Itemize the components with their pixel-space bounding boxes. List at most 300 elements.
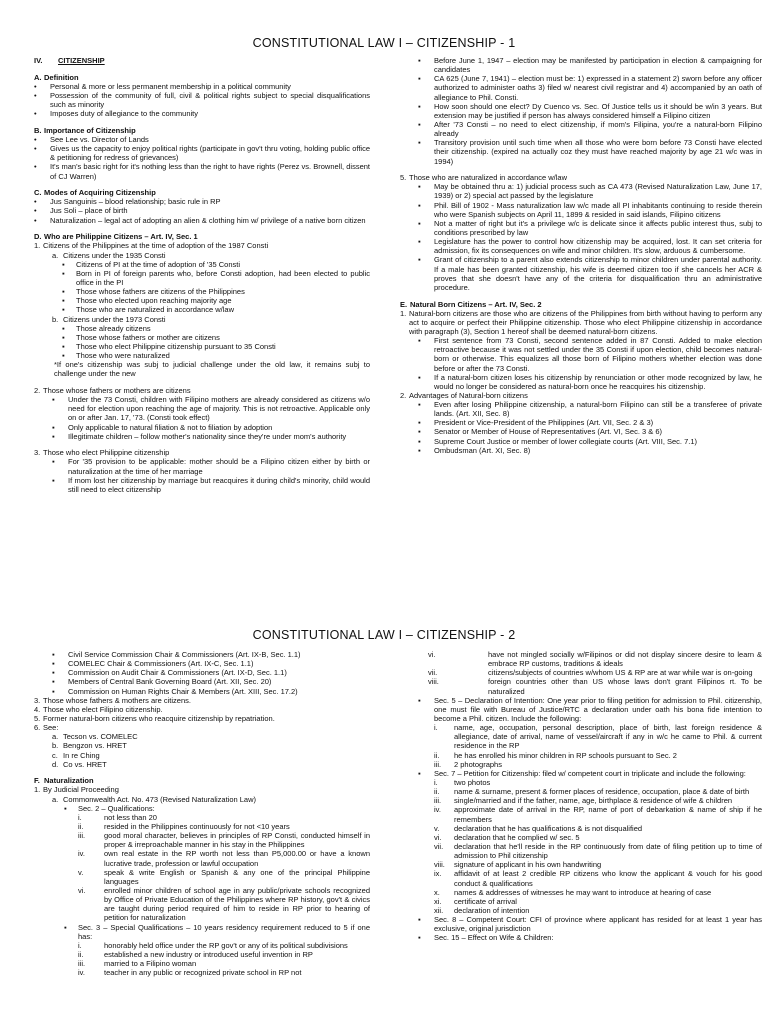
list-marker: xii. bbox=[434, 905, 444, 915]
outline-item bbox=[34, 785, 370, 794]
item-text: Importance of Citizenship bbox=[44, 125, 136, 135]
list-marker: ▪ bbox=[418, 400, 421, 410]
list-marker: ▪ bbox=[418, 119, 421, 129]
item-text: COMELEC Chair & Commissioners (Art. IX-C, Sec. 1.1) bbox=[68, 659, 254, 669]
outline-item bbox=[400, 373, 762, 391]
outline-item bbox=[34, 741, 370, 750]
outline-item bbox=[34, 659, 370, 668]
list-marker: • bbox=[34, 81, 37, 91]
outline-item bbox=[34, 269, 370, 287]
item-text: Jus Sanguinis – blood relationship; basic rule in RP bbox=[50, 197, 221, 207]
outline-item bbox=[34, 324, 370, 333]
outline-item bbox=[400, 391, 762, 400]
list-marker: ▪ bbox=[418, 915, 421, 925]
item-text: Those who elect Filipino citizenship. bbox=[43, 704, 163, 714]
item-text: own real estate in the RP worth not less than P5,000.00 or have a known lucrative trade, profession or lawful occupation bbox=[104, 849, 370, 868]
item-text: signature of applicant in his own handwriting bbox=[454, 860, 602, 870]
item-text: Those already citizens bbox=[76, 323, 151, 333]
list-marker: ▪ bbox=[52, 677, 55, 687]
outline-item bbox=[34, 959, 370, 968]
item-text: declaration that he has qualifications & is not disqualified bbox=[454, 823, 643, 833]
item-text: Modes of Acquiring Citizenship bbox=[44, 188, 156, 198]
item-text: Sec. 15 – Effect on Wife & Children: bbox=[434, 933, 554, 943]
list-marker: ▪ bbox=[62, 287, 65, 297]
outline-item bbox=[34, 241, 370, 250]
list-marker: 2. bbox=[400, 390, 407, 400]
outline-item bbox=[400, 888, 762, 897]
item-text: Born in PI of foreign parents who, before Consti adoption, had been elected to public office in the PI bbox=[76, 268, 370, 287]
item-text: Citizens of the Philippines at the time of adoption of the 1987 Consti bbox=[43, 241, 269, 251]
outline-item bbox=[34, 813, 370, 822]
item-text: names & addresses of witnesses he may want to introduce at hearing of case bbox=[454, 887, 712, 897]
list-marker: d. bbox=[52, 759, 59, 769]
list-marker: ▪ bbox=[418, 138, 421, 148]
list-marker: ▪ bbox=[418, 237, 421, 247]
right-column bbox=[400, 650, 762, 943]
list-marker: c. bbox=[52, 750, 58, 760]
item-text: Commission on Audit Chair & Commissioners (Art. IX-D, Sec. 1.1) bbox=[68, 668, 287, 678]
list-marker: ▪ bbox=[418, 218, 421, 228]
item-text: Imposes duty of allegiance to the community bbox=[50, 109, 198, 119]
list-marker: 5. bbox=[34, 713, 41, 723]
outline-item bbox=[34, 696, 370, 705]
outline-item bbox=[34, 144, 370, 162]
item-text: If mom lost her citizenship by marriage but reacquires it during child's minority, child would still need to elect citizenship bbox=[68, 475, 370, 494]
item-text: Definition bbox=[44, 72, 79, 82]
item-text: have not mingled socially w/Filipinos or did not display sincere desire to learn & embrace RP customs, traditions & ideals bbox=[488, 650, 762, 669]
list-marker: ▪ bbox=[418, 336, 421, 346]
item-text: Commonwealth Act. No. 473 (Revised Naturalization Law) bbox=[63, 794, 257, 804]
outline-item bbox=[34, 448, 370, 457]
list-marker: ▪ bbox=[62, 351, 65, 361]
outline-item bbox=[400, 56, 762, 74]
outline-item bbox=[400, 336, 762, 373]
item-text: Those whose fathers or mother are citizens bbox=[76, 332, 220, 342]
section-heading bbox=[34, 232, 370, 241]
outline-item bbox=[34, 423, 370, 432]
list-marker: a. bbox=[52, 732, 59, 742]
item-text: Those whose fathers or mothers are citizens bbox=[43, 386, 191, 395]
spacer bbox=[400, 292, 762, 300]
outline-item bbox=[400, 446, 762, 455]
list-marker: ▪ bbox=[52, 650, 55, 659]
list-marker: ▪ bbox=[418, 418, 421, 428]
document-page-2 bbox=[0, 618, 768, 1024]
item-text: Possession of the community of full, civil & political rights subject to special disqualifications such as minority bbox=[50, 90, 370, 110]
outline-item bbox=[400, 173, 762, 182]
outline-item bbox=[34, 251, 370, 260]
list-marker: ▪ bbox=[418, 255, 421, 265]
list-marker: ▪ bbox=[418, 695, 421, 705]
outline-item bbox=[34, 162, 370, 180]
list-marker: ▪ bbox=[418, 200, 421, 210]
spacer bbox=[400, 166, 762, 174]
item-text: Those whose fathers & mothers are citizens. bbox=[43, 695, 191, 705]
list-marker: • bbox=[34, 162, 37, 172]
outline-item bbox=[400, 120, 762, 138]
list-marker: ▪ bbox=[418, 56, 421, 65]
list-marker: ▪ bbox=[62, 296, 65, 306]
list-marker: iii. bbox=[434, 759, 442, 769]
item-text: CITIZENSHIP bbox=[58, 56, 105, 65]
left-column bbox=[34, 56, 370, 494]
page-title: CONSTITUTIONAL LAW I – CITIZENSHIP - 1 bbox=[252, 36, 516, 50]
list-marker: ii. bbox=[78, 822, 84, 832]
outline-item bbox=[34, 109, 370, 118]
outline-item bbox=[34, 457, 370, 475]
outline-item bbox=[34, 668, 370, 677]
item-text: two photos bbox=[454, 777, 491, 787]
outline-item bbox=[34, 760, 370, 769]
item-text: Citizens under the 1935 Consti bbox=[63, 250, 166, 260]
list-marker: F. bbox=[34, 776, 40, 786]
outline-item bbox=[34, 650, 370, 659]
item-text: Those who are naturalized in accordance w/law bbox=[76, 305, 235, 315]
item-text: established a new industry or introduced useful invention in RP bbox=[104, 950, 313, 959]
list-marker: iv. bbox=[78, 849, 85, 859]
outline-item bbox=[400, 696, 762, 723]
item-text: Before June 1, 1947 – election may be manifested by participation in election & campaigning for candidates bbox=[434, 56, 762, 75]
item-text: foreign countries other than US whose laws don't grant Filipinos rt. To be naturalized bbox=[488, 677, 762, 696]
list-marker: vii. bbox=[428, 668, 438, 678]
outline-item bbox=[34, 968, 370, 977]
item-text: 2 photographs bbox=[454, 759, 502, 769]
list-marker: IV. bbox=[34, 56, 43, 65]
list-marker: ▪ bbox=[64, 803, 67, 813]
outline-item bbox=[400, 869, 762, 887]
list-marker: a. bbox=[52, 250, 59, 260]
item-text: For '35 provision to be applicable: mother should be a Filipino citizen either by birth or naturalization at the time of her marriage bbox=[68, 457, 370, 476]
item-text: declaration that he complied w/ sec. 5 bbox=[454, 832, 580, 842]
item-text: Those who elect Philippine citizenship pursuant to 35 Consti bbox=[76, 341, 276, 351]
item-text: Co vs. HRET bbox=[63, 759, 107, 769]
outline-item bbox=[34, 296, 370, 305]
item-text: approximate date of arrival in the RP, name of port of debarkation & name of ship if he remembers bbox=[454, 805, 762, 824]
list-marker: ▪ bbox=[62, 259, 65, 269]
outline-item bbox=[400, 860, 762, 869]
item-text: not less than 20 bbox=[104, 812, 157, 822]
outline-item bbox=[34, 287, 370, 296]
list-marker: b. bbox=[52, 741, 59, 751]
list-marker: 2. bbox=[34, 386, 41, 395]
item-text: Those who are naturalized in accordance w/law bbox=[409, 173, 568, 183]
item-text: Ombudsman (Art. XI, Sec. 8) bbox=[434, 445, 531, 455]
item-text: In re Ching bbox=[63, 750, 100, 760]
outline-item bbox=[34, 216, 370, 225]
left-column bbox=[34, 650, 370, 977]
item-text: affidavit of at least 2 credible RP citizens who know the applicant & vouch for his good conduct & qualifications bbox=[454, 869, 762, 888]
item-text: Bengzon vs. HRET bbox=[63, 741, 127, 751]
item-text: Supreme Court Justice or member of lower collegiate courts (Art. VIII, Sec. 7.1) bbox=[434, 436, 698, 446]
list-marker: ▪ bbox=[52, 457, 55, 467]
list-marker: iv. bbox=[434, 805, 441, 815]
list-marker: v. bbox=[434, 823, 440, 833]
item-text: If a natural-born citizen loses his citizenship by renunciation or other mode recognized by law, he would no longer be considered as natural-born once he reacquires his citizenship. bbox=[434, 372, 762, 391]
list-marker: vii. bbox=[434, 841, 444, 851]
list-marker: ▪ bbox=[418, 436, 421, 446]
outline-item bbox=[34, 831, 370, 849]
item-text: certificate of arrival bbox=[454, 896, 517, 906]
outline-item bbox=[400, 933, 762, 942]
outline-item bbox=[34, 135, 370, 144]
item-text: Grant of citizenship to a parent also extends citizenship to minor children under parental authority. If a male has been granted citizenship, his wife is deemed citizen too if she cancels her ACR & proves that she doesn't have any of the criteria for disqualification thru an administrative procedure. bbox=[434, 255, 762, 292]
list-marker: ii. bbox=[78, 950, 84, 959]
item-text: Those who elect Philippine citizenship bbox=[43, 448, 170, 458]
item-text: Sec. 5 – Declaration of Intention: One year prior to filing petition for admission to Phil. citizenship, one must file with Bureau of Justice/RTC a declaration under oath his bona fide intention to become a Phil. citizen. Include the following: bbox=[434, 695, 762, 723]
outline-item bbox=[400, 769, 762, 778]
list-marker: iii. bbox=[78, 831, 86, 841]
item-text: It's man's basic right for it's nothing less than the right to have rights (Perez vs. Brownell, dissent of CJ Warren) bbox=[50, 162, 370, 181]
item-text: Naturalization – legal act of adopting an alien & clothing him w/ privilege of a native born citizen bbox=[50, 215, 366, 225]
list-marker: • bbox=[34, 134, 37, 144]
item-text: he has enrolled his minor children in RP schools pursuant to Sec. 2 bbox=[454, 750, 677, 760]
list-marker: ▪ bbox=[64, 922, 67, 932]
outline-item bbox=[400, 427, 762, 436]
spacer bbox=[34, 441, 370, 449]
list-marker: D. bbox=[34, 232, 42, 242]
list-marker: • bbox=[34, 109, 37, 119]
list-marker: • bbox=[34, 197, 37, 207]
list-marker: xi. bbox=[434, 896, 442, 906]
item-text: After '73 Consti – no need to elect citizenship, if mom's Filipina, you're a natural-born Filipino already bbox=[434, 119, 762, 139]
outline-item bbox=[400, 182, 762, 200]
list-marker: iii. bbox=[78, 959, 86, 969]
outline-item bbox=[34, 751, 370, 760]
outline-item bbox=[34, 941, 370, 950]
list-marker: • bbox=[34, 206, 37, 216]
list-marker: • bbox=[34, 215, 37, 225]
item-text: Sec. 8 – Competent Court: CFI of province where applicant has resided for at least 1 year has exclusive, original jurisdiction bbox=[434, 915, 762, 934]
outline-item bbox=[400, 418, 762, 427]
outline-item bbox=[34, 886, 370, 923]
list-marker: ▪ bbox=[418, 74, 421, 84]
item-text: Natural Born Citizens – Art. IV, Sec. 2 bbox=[410, 299, 542, 309]
outline-item bbox=[34, 91, 370, 109]
item-text: declaration of intention bbox=[454, 905, 530, 915]
spacer bbox=[34, 379, 370, 387]
outline-item bbox=[400, 102, 762, 120]
item-text: President or Vice-President of the Philippines (Art. VII, Sec. 2 & 3) bbox=[434, 418, 654, 428]
list-marker: i. bbox=[78, 812, 82, 822]
list-marker: ▪ bbox=[62, 305, 65, 315]
list-marker: viii. bbox=[428, 677, 439, 687]
section-heading bbox=[400, 300, 762, 309]
list-marker: i. bbox=[78, 940, 82, 950]
list-marker: ▪ bbox=[62, 332, 65, 342]
item-text: Sec. 3 – Special Qualifications – 10 years residency requirement reduced to 5 if one has: bbox=[78, 922, 370, 941]
item-text: enrolled minor children of school age in any public/private schools recognized by Office of Private Education of the Philippines where RP history, gov't & civics are taught during period required of him to reside in RP prior to hearing of petition for naturalization bbox=[104, 886, 370, 923]
list-marker: ▪ bbox=[52, 475, 55, 485]
section-heading bbox=[34, 188, 370, 197]
outline-item bbox=[34, 360, 370, 378]
outline-item bbox=[400, 74, 762, 101]
outline-item bbox=[34, 868, 370, 886]
item-text: By Judicial Proceeding bbox=[43, 785, 119, 795]
list-marker: ii. bbox=[434, 750, 440, 760]
item-text: Only applicable to natural filiation & not to filiation by adoption bbox=[68, 422, 273, 432]
outline-item bbox=[400, 400, 762, 418]
item-text: Former natural-born citizens who reacquire citizenship by repatriation. bbox=[43, 713, 275, 723]
outline-item bbox=[34, 714, 370, 723]
item-text: resided in the Philippines continuously for not <10 years bbox=[104, 822, 290, 832]
item-text: citizens/subjects of countries w/whom US & RP are at war while war is on-going bbox=[488, 668, 753, 678]
outline-item bbox=[34, 342, 370, 351]
item-text: single/married and if the father, name, age, birthplace & residence of wife & children bbox=[454, 796, 733, 806]
list-marker: • bbox=[34, 90, 37, 100]
item-text: Sec. 7 – Petition for Citizenship: filed w/ competent court in triplicate and include the following: bbox=[434, 768, 746, 778]
outline-item bbox=[34, 197, 370, 206]
item-text: First sentence from 73 Consti, second sentence added in 87 Consti. Added to make election retroactive because it was not settled under the 35 Consti if upon election, child becomes natural-born or otherwise. This equalizes all those born of Filipino mothers whether election was done before or after the 73 Consti. bbox=[434, 336, 762, 373]
item-text: Members of Central Bank Governing Board (Art. XII, Sec. 20) bbox=[68, 677, 272, 687]
item-text: Senator or Member of House of Representatives (Art. VI, Sec. 3 & 6) bbox=[434, 427, 663, 437]
list-marker: 6. bbox=[34, 723, 41, 733]
list-marker: ▪ bbox=[418, 445, 421, 455]
item-text: Not a matter of right but it's a privilege w/c is delicate since it affects public interest thus, subj to conditions prescribed by law bbox=[434, 218, 762, 238]
outline-item bbox=[400, 677, 762, 695]
outline-item bbox=[400, 237, 762, 255]
outline-item bbox=[34, 795, 370, 804]
list-marker: ▪ bbox=[52, 431, 55, 441]
list-marker: ▪ bbox=[418, 768, 421, 778]
section-heading bbox=[34, 56, 370, 65]
outline-item bbox=[34, 849, 370, 867]
item-text: Even after losing Philippine citizenship, a natural-born Filipino can still be a transferee of private lands. (Art. XII, Sec. 8) bbox=[434, 400, 762, 419]
outline-item bbox=[34, 476, 370, 494]
list-marker: 3. bbox=[34, 448, 41, 458]
list-marker: vi. bbox=[434, 832, 442, 842]
outline-item bbox=[34, 315, 370, 324]
outline-item bbox=[400, 842, 762, 860]
list-marker: b. bbox=[52, 314, 59, 324]
outline-item bbox=[400, 255, 762, 292]
page-title: CONSTITUTIONAL LAW I – CITIZENSHIP - 2 bbox=[252, 628, 516, 642]
section-heading bbox=[34, 73, 370, 82]
list-marker: ix. bbox=[434, 869, 442, 879]
outline-item bbox=[34, 386, 370, 395]
outline-item bbox=[400, 906, 762, 915]
spacer bbox=[34, 225, 370, 233]
outline-item bbox=[34, 723, 370, 732]
item-text: teacher in any public or recognized private school in RP not bbox=[104, 968, 302, 978]
outline-item bbox=[400, 897, 762, 906]
outline-item bbox=[34, 687, 370, 696]
section-heading bbox=[34, 776, 370, 785]
outline-item bbox=[400, 723, 762, 750]
outline-item bbox=[400, 787, 762, 796]
item-text: name & surname, present & former places of residence, occupation, place & date of birth bbox=[454, 787, 750, 797]
outline-item bbox=[34, 804, 370, 813]
list-marker: ▪ bbox=[52, 422, 55, 432]
item-text: Gives us the capacity to enjoy political rights (participate in gov't thru voting, holding public office & petitioning for redress of grievances) bbox=[50, 144, 370, 163]
list-marker: ▪ bbox=[418, 933, 421, 943]
section-heading bbox=[34, 126, 370, 135]
list-marker: 5. bbox=[400, 173, 407, 183]
spacer bbox=[34, 65, 370, 73]
outline-item bbox=[400, 201, 762, 219]
list-marker: ii. bbox=[434, 787, 440, 797]
outline-item bbox=[34, 923, 370, 941]
outline-item bbox=[400, 915, 762, 933]
outline-item bbox=[400, 437, 762, 446]
item-text: Advantages of Natural-born citizens bbox=[409, 390, 528, 400]
item-text: Illegitimate children – follow mother's nationality since they're under mom's authority bbox=[68, 431, 347, 441]
item-text: See Lee vs. Director of Lands bbox=[50, 134, 149, 144]
outline-item bbox=[34, 82, 370, 91]
list-marker: 3. bbox=[34, 695, 41, 705]
outline-item bbox=[34, 822, 370, 831]
list-marker: E. bbox=[400, 299, 408, 309]
list-marker: a. bbox=[52, 794, 59, 804]
right-column bbox=[400, 56, 762, 455]
item-text: Transitory provision until such time when all those who were born before 73 Consti have elected their citizenship. (expired na actually coz they must have reached majority by age 21 w/c was in 1994) bbox=[434, 138, 762, 166]
list-marker: ▪ bbox=[52, 659, 55, 669]
list-marker: vi. bbox=[428, 650, 436, 659]
item-text: Those whose fathers are citizens of the Philippines bbox=[76, 287, 245, 297]
item-text: *If one's citizenship was subj to judicial challenge under the old law, it remains subj to challenge under the new bbox=[54, 360, 370, 379]
item-text: honorably held office under the RP gov't or any of its political subdivisions bbox=[104, 940, 348, 950]
item-text: Jus Soli – place of birth bbox=[50, 206, 128, 216]
item-text: name, age, occupation, personal description, place of birth, last foreign residence & allegiance, date of arrival, name of vessel/aircraft if any in w/c he came to Phil. & current residence in the RP bbox=[454, 723, 762, 751]
list-marker: ▪ bbox=[62, 268, 65, 278]
outline-item bbox=[400, 650, 762, 668]
outline-item bbox=[34, 677, 370, 686]
list-marker: 1. bbox=[400, 308, 407, 318]
outline-item bbox=[400, 219, 762, 237]
outline-item bbox=[34, 333, 370, 342]
outline-item bbox=[400, 138, 762, 165]
outline-item bbox=[400, 824, 762, 833]
outline-item bbox=[400, 760, 762, 769]
item-text: CA 625 (June 7, 1941) – election must be: 1) expressed in a statement 2) sworn before any officer authorized to administer oaths 3) filed w/ nearest civil registrar and 4) accompanied by an oath of allegiance to Phil. Consti. bbox=[434, 74, 762, 102]
item-text: Under the 73 Consti, children with Filipino mothers are already considered as citizens w/o need for election upon reaching the age of majority. This is not retroactive. Applicable only on or after Jan. 17, '73. (Consti took effect) bbox=[68, 395, 370, 423]
list-marker: viii. bbox=[434, 860, 445, 870]
list-marker: ▪ bbox=[418, 372, 421, 382]
item-text: Commission on Human Rights Chair & Members (Art. XIII, Sec. 17.2) bbox=[68, 686, 298, 696]
item-text: Personal & more or less permanent membership in a political community bbox=[50, 81, 291, 91]
list-marker: ▪ bbox=[62, 323, 65, 333]
spacer bbox=[34, 769, 370, 777]
item-text: Tecson vs. COMELEC bbox=[63, 732, 138, 742]
outline-item bbox=[34, 705, 370, 714]
list-marker: i. bbox=[434, 777, 438, 787]
list-marker: ▪ bbox=[418, 182, 421, 192]
list-marker: ▪ bbox=[418, 427, 421, 437]
list-marker: v. bbox=[78, 867, 84, 877]
item-text: See: bbox=[43, 723, 59, 733]
list-marker: vi. bbox=[78, 886, 86, 896]
item-text: Civil Service Commission Chair & Commissioners (Art. IX-B, Sec. 1.1) bbox=[68, 650, 301, 659]
list-marker: C. bbox=[34, 188, 42, 198]
outline-item bbox=[34, 260, 370, 269]
outline-item bbox=[400, 668, 762, 677]
item-text: Phil. Bill of 1902 - Mass naturalization law w/c made all PI inhabitants continuing to reside therein who were Spanish subjects on April 11, 1899 & resided in said islands, Filipino citizens bbox=[434, 200, 762, 219]
list-marker: 1. bbox=[34, 785, 41, 795]
list-marker: iii. bbox=[434, 796, 442, 806]
item-text: Who are Philippine Citizens – Art. IV, Sec. 1 bbox=[44, 232, 198, 242]
item-text: speak & write English or Spanish & any one of the principal Philippine languages bbox=[104, 867, 370, 886]
item-text: How soon should one elect? Dy Cuenco vs. Sec. Of Justice tells us it should be w/in 3 years. But extension may be justified if person has always considered himself a Filipino citizen bbox=[434, 101, 762, 120]
list-marker: B. bbox=[34, 125, 42, 135]
list-marker: ▪ bbox=[52, 395, 55, 405]
outline-item bbox=[34, 351, 370, 360]
outline-item bbox=[400, 833, 762, 842]
item-text: Citizens of PI at the time of adoption of '35 Consti bbox=[76, 259, 241, 269]
item-text: married to a Filipino woman bbox=[104, 959, 197, 969]
outline-item bbox=[34, 432, 370, 441]
item-text: May be obtained thru a: 1) judicial process such as CA 473 (Revised Naturalization Law, June 17, 1939) or 2) special act passed by the legislature bbox=[434, 182, 762, 201]
item-text: good moral character, believes in principles of RP Consti, conducted himself in proper & irreproachable manner in his stay in the Philippines bbox=[104, 831, 370, 850]
item-text: Those who were naturalized bbox=[76, 351, 170, 361]
